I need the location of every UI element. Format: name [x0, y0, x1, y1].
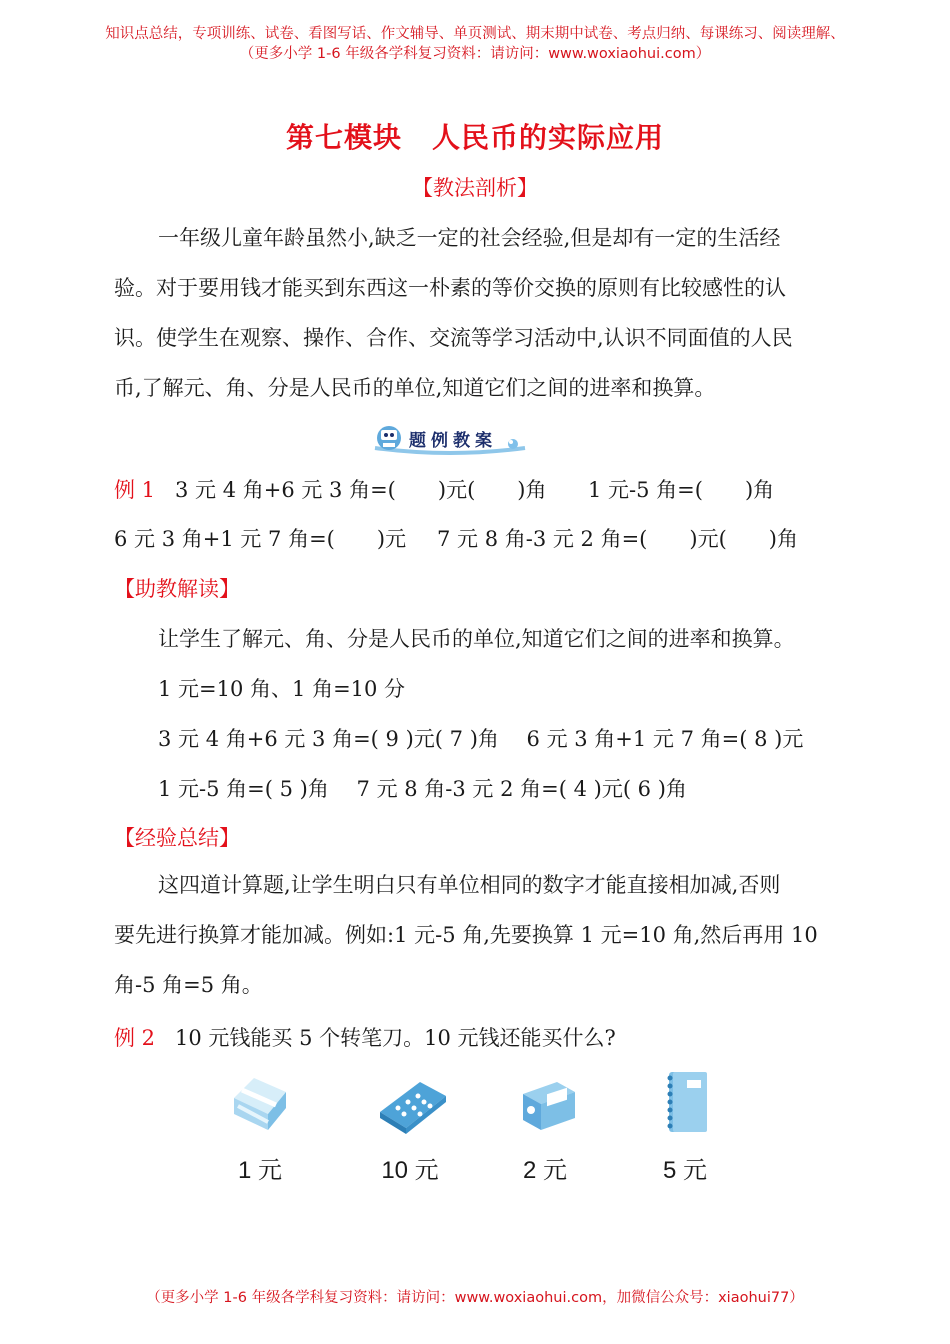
method-line: 验。对于要用钱才能买到东西这一朴素的等价交换的原则有比较感性的认	[114, 276, 786, 300]
title-topic: 人民币的实际应用	[432, 121, 665, 154]
footer-line: （更多小学 1-6 年级各学科复习资料：请访问：www.woxiaohui.com，加微信公众号：xiaohui77）	[146, 1290, 804, 1306]
header-line-2: （更多小学 1-6 年级各学科复习资料：请访问：www.woxiaohui.com）	[239, 46, 711, 62]
box-icon	[517, 1074, 579, 1136]
helper-line: 1 元-5 角=( 5 )角 7 元 8 角-3 元 2 角=( 4 )元( 6 )角	[158, 777, 687, 801]
summary-line: 这四道计算题,让学生明白只有单位相同的数字才能直接相加减,否则	[158, 873, 781, 897]
section-helper-heading: 【助教解读】	[114, 577, 240, 601]
header-line-1: 知识点总结，专项训练、试卷、看图写话、作文辅导、单页测试、期末期中试卷、考点归纳、每课练习、阅读理解、	[105, 26, 845, 42]
summary-paragraph	[114, 860, 818, 1010]
item-price: 5 元	[662, 1157, 707, 1184]
helper-line: 3 元 4 角+6 元 3 角=( 9 )元( 7 )角 6 元 3 角+1 元 7 角=( 8 )元	[158, 727, 804, 751]
example1-label: 例 1	[114, 478, 156, 502]
method-line: 一年级儿童年龄虽然小,缺乏一定的社会经验,但是却有一定的生活经	[158, 226, 781, 250]
method-line: 币,了解元、角、分是人民币的单位,知道它们之间的进率和换算。	[114, 376, 716, 400]
example1-problem-a: 3 元 4 角+6 元 3 角=( )元( )角	[175, 478, 547, 502]
example2-label: 例 2	[114, 1026, 156, 1050]
pencil-case-icon	[376, 1076, 448, 1136]
example1-problem-d: 7 元 8 角-3 元 2 角=( )元( )角	[437, 527, 798, 551]
notebook-icon	[663, 1070, 711, 1136]
item-price: 2 元	[522, 1157, 567, 1184]
eraser-icon	[228, 1068, 292, 1138]
item-price: 1 元	[237, 1157, 282, 1184]
method-line: 识。使学生在观察、操作、合作、交流等学习活动中,认识不同面值的人民	[114, 326, 793, 350]
section-method-heading: 【教法剖析】	[412, 176, 538, 200]
example1-problem-c: 6 元 3 角+1 元 7 角=( )元	[114, 527, 407, 551]
method-paragraph	[114, 213, 793, 413]
example1-problem-b: 1 元-5 角=( )角	[588, 478, 775, 502]
item-price: 10 元	[381, 1157, 439, 1184]
title-module: 第七模块	[285, 121, 402, 154]
helper-line: 让学生了解元、角、分是人民币的单位,知道它们之间的进率和换算。	[158, 627, 795, 651]
example-banner	[365, 422, 535, 456]
page-title	[0, 116, 950, 156]
banner-label: 题例教案	[409, 431, 497, 451]
example2-question: 10 元钱能买 5 个转笔刀。10 元钱还能买什么?	[175, 1026, 616, 1050]
summary-line: 要先进行换算才能加减。例如:1 元-5 角,先要换算 1 元=10 角,然后再用 10	[114, 923, 818, 947]
helper-line: 1 元=10 角、1 角=10 分	[158, 677, 406, 701]
summary-line: 角-5 角=5 角。	[114, 973, 263, 997]
section-summary-heading: 【经验总结】	[114, 826, 240, 850]
